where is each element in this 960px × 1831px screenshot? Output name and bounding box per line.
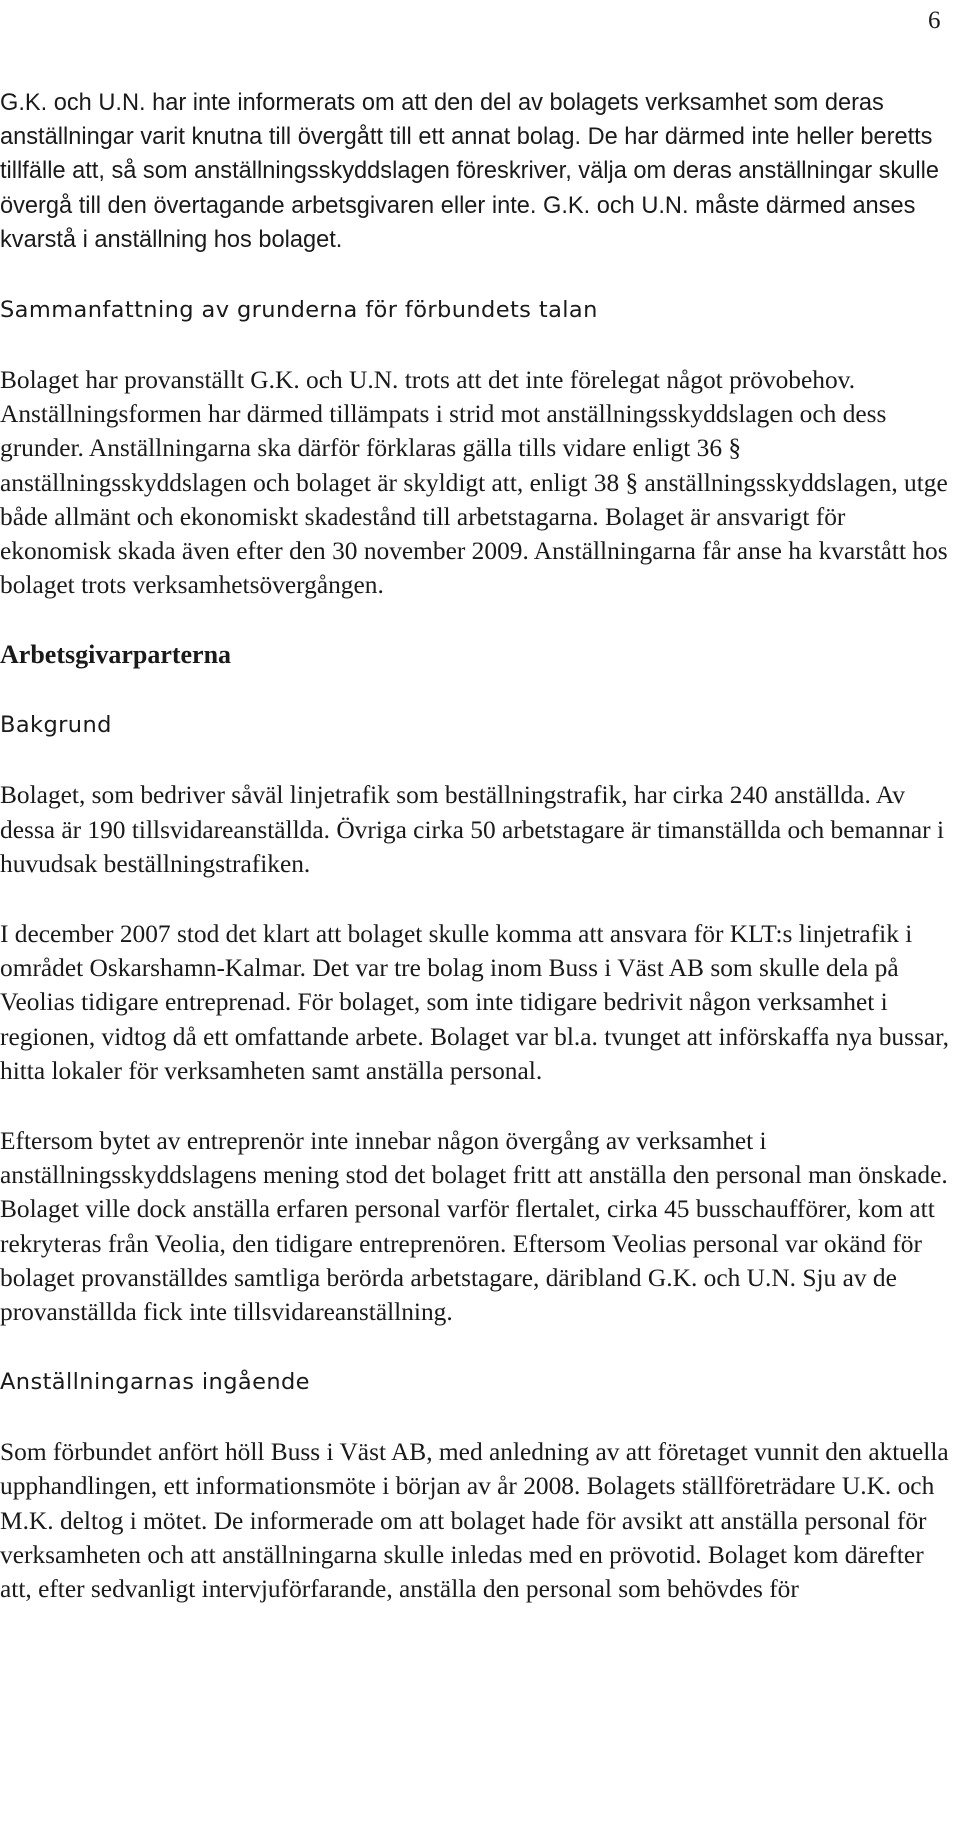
background-paragraph-3: Eftersom bytet av entreprenör inte innebar någon övergång av verksamhet i anställningsskyddslagens mening stod det bolaget fritt att anställa den personal man önskade. Bolaget ville dock anställa erfaren personal varför flertalet, cirka 45 busschaufförer, kom att rekryteras från Veolia, den tidigare entreprenören. Eftersom Veolias personal var okänd för bolaget provanställdes samtliga berörda arbetstagare, däribland G.K. och U.N. Sju av de provanställda fick inte tillsvidareanställning. — [0, 1127, 948, 1327]
section-heading-employers: Arbetsgivarparterna — [0, 640, 232, 670]
document-body — [0, 86, 954, 1606]
background-paragraph-1: Bolaget, som bedriver såväl linjetrafik som beställningstrafik, har cirka 240 anställda. Av dessa är 190 tillsvidareanställda. Övriga cirka 50 arbetstagare är timanställda och bemannar i huvudsak beställningstrafiken. — [0, 781, 945, 878]
section-heading-background: Bakgrund — [0, 712, 112, 739]
employment-paragraph-1: Som förbundet anfört höll Buss i Väst AB, med anledning av att företaget vunnit den aktuella upphandlingen, ett informationsmöte i början av år 2008. Bolagets ställföreträdare U.K. och M.K. deltog i mötet. De informerade om att bolaget hade för avsikt att anställa personal för verksamheten och att anställningarna skulle inledas med en prövotid. Bolaget kom därefter att, efter sedvanligt intervjuförfarande, anställa den personal som behövdes för — [0, 1438, 949, 1604]
page-number: 6 — [928, 7, 941, 34]
section-heading-employment: Anställningarnas ingående — [0, 1369, 310, 1396]
background-paragraph-2: I december 2007 stod det klart att bolaget skulle komma att ansvara för KLT:s linjetrafik i området Oskarshamn-Kalmar. Det var tre bolag inom Buss i Väst AB som skulle dela på Veolias tidigare entreprenad. För bolaget, som inte tidigare bedrivit någon verksamhet i regionen, vidtog då ett omfattande arbete. Bolaget var bl.a. tvunget att införskaffa nya bussar, hitta lokaler för verksamheten samt anställa personal. — [0, 920, 949, 1085]
summary-paragraph: Bolaget har provanställt G.K. och U.N. trots att det inte förelegat något prövobehov. Anställningsformen har därmed tillämpats i strid mot anställningsskyddslagen och dess grunder. Anställningarna ska därför förklaras gälla tills vidare enligt 36 § anställningsskyddslagen och bolaget är skyldigt att, enligt 38 § anställningsskyddslagen, utge både allmänt och ekonomiskt skadestånd till arbetstagarna. Bolaget är ansvarigt för ekonomisk skada även efter den 30 november 2009. Anställningarna får anse ha kvarstått hos bolaget trots verksamhetsövergången. — [0, 366, 948, 600]
intro-paragraph: G.K. och U.N. har inte informerats om att den del av bolagets verksamhet som deras anställningar varit knutna till övergått till ett annat bolag. De har därmed inte heller beretts tillfälle att, så som anställningsskyddslagen föreskriver, välja om deras anställningar skulle övergå till den övertagande arbetsgivaren eller inte. G.K. och U.N. måste därmed anses kvarstå i anställning hos bolaget. — [0, 90, 939, 253]
section-heading-summary: Sammanfattning av grunderna för förbundets talan — [0, 297, 598, 324]
